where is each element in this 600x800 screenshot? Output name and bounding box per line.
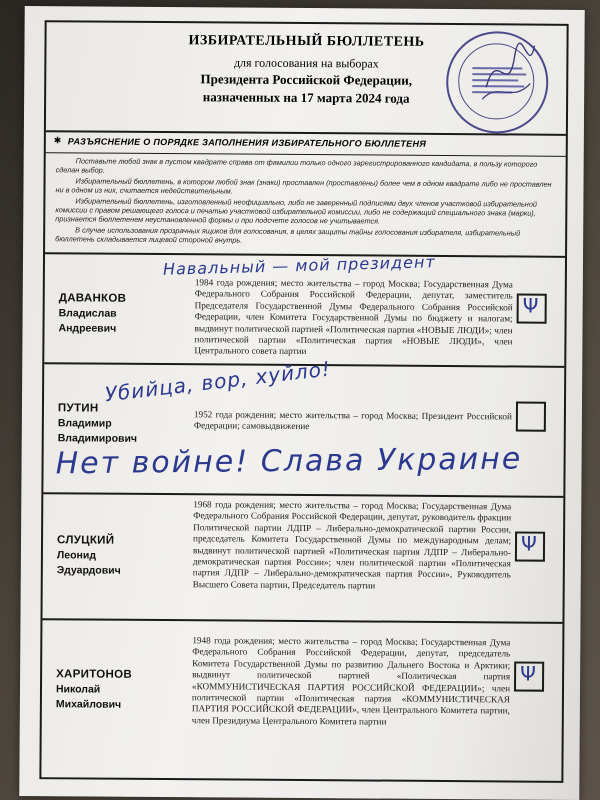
candidate-info: 1948 года рождения; место жительства – город Москва; Государственная Дума Федерального Собрания Российской Федерации, депутат, председатель Комитета Государственной Думы по развитию Дальнего Востока и Арктики; выдвинут политической партией «Политическая партия «КОММУНИСТИЧЕСКАЯ ПАРТИЯ РОССИЙСКОЙ ФЕДЕРАЦИИ»; член политической партии «Политическая партия «КОММУНИСТИЧЕСКАЯ ПАРТИЯ РОССИЙСКОЙ ФЕДЕРАЦИИ», член Центрального Комитета партии, член Президиума Центрального Комитета партии	[191, 635, 511, 727]
handwritten-note-bottom: Нет войне! Слава Украине	[55, 441, 523, 482]
candidate-patronymic: Эдуардович	[56, 564, 121, 577]
candidate-name	[57, 534, 121, 576]
candidate-surname: ПУТИН	[57, 402, 99, 415]
ballot-subtitle: для голосования на выборах	[233, 55, 379, 71]
instructions-section	[45, 130, 566, 258]
candidate-patronymic: Андреевич	[58, 322, 117, 335]
candidate-name	[56, 668, 132, 711]
instruction-paragraph: Поставьте любой знак в пустом квадрате справа от фамилии только одного зарегистрированного кандидата, в пользу которого сделан выбор.	[55, 156, 538, 175]
handwritten-note-middle: Убийца, вор, хуйло!	[103, 356, 333, 407]
handwritten-mark: Ψ	[520, 661, 536, 686]
instruction-paragraph: В случае использования прозрачных ящиков для голосования, в целях защиты тайны голосования избирателя, избирательный бюллетень складывается лицевой стороной внутрь.	[55, 225, 521, 245]
vote-checkbox[interactable]	[517, 293, 547, 323]
candidate-info: 1952 года рождения; место жительства – город Москва; Президент Российской Федерации; самовыдвижение	[193, 409, 512, 432]
candidate-row-kharitonov	[41, 618, 562, 781]
bullet-icon: ✱	[53, 135, 62, 146]
ballot-frame	[39, 20, 568, 783]
candidate-info: 1968 года рождения; место жительства – город Москва; Государственная Дума Федерального Собрания Российской Федерации, депутат, руководитель фракции Политической партии ЛДПР – Либерально-демократической партии России, председатель Комитета Государственной Думы по международным делам; выдвинут политической партией «Политическая партия ЛДПР – Либерально-демократическая партия России»; член политической партии «Политическая партия ЛДПР – Либерально-демократическая партия России», Руководитель Высшего Совета партии, Председатель партии	[192, 499, 512, 591]
vote-checkbox[interactable]	[516, 401, 546, 431]
ballot-election-name: Президента Российской Федерации,	[200, 71, 413, 88]
candidate-given-name: Леонид	[56, 549, 97, 562]
candidate-patronymic: Михайлович	[55, 698, 122, 711]
handwritten-mark: Ψ	[522, 293, 539, 318]
instruction-paragraph: Избирательный бюллетень, в котором любой знак (знаки) проставлен (проставлены) более чем в одном квадрате либо не проставлен ни в одном из них, считается недействительным.	[55, 176, 552, 196]
instructions-heading: РАЗЪЯСНЕНИЕ О ПОРЯДКЕ ЗАПОЛНЕНИЯ ИЗБИРАТЕЛЬНОГО БЮЛЛЕТЕНЯ	[67, 136, 427, 149]
vote-checkbox[interactable]	[514, 661, 544, 691]
candidate-row-putin	[43, 356, 564, 498]
candidate-given-name: Николай	[55, 683, 101, 696]
candidate-info: 1984 года рождения; место жительства – город Москва; Государственная Дума Федерального Собрания Российской Федерации, депутат, заместитель Председателя Государственной Думы Федерального Собрания Российской Федерации, член Комитета Государственной Думы по бюджету и налогам; выдвинут политической партией «Политическая партия «НОВЫЕ ЛЮДИ»; член политической партии «Политическая партия «НОВЫЕ ЛЮДИ», член Центрального совета партии	[194, 277, 513, 357]
candidate-surname: СЛУЦКИЙ	[56, 534, 115, 547]
candidate-name	[58, 402, 138, 445]
candidate-patronymic: Владимирович	[57, 432, 138, 445]
ballot-paper	[19, 6, 585, 800]
ballot-election-date: назначенных на 17 марта 2024 года	[202, 89, 410, 106]
candidate-given-name: Владислав	[58, 307, 117, 320]
candidate-given-name: Владимир	[57, 417, 112, 430]
candidate-surname: ХАРИТОНОВ	[56, 668, 132, 681]
ballot-title: ИЗБИРАТЕЛЬНЫЙ БЮЛЛЕТЕНЬ	[188, 33, 425, 50]
instruction-paragraph: Избирательный бюллетень, изготовленный неофициально, либо не заверенный подписями двух членов участковой избирательной комиссии с правом решающего голоса и печатью участковой избирательной комиссии, либо не содержащий специального знака (марки), признается бюллетенем неустановленной формы и при подсчете голосов не учитывается.	[55, 196, 537, 226]
commission-stamp	[446, 31, 549, 134]
candidate-row-davankov	[44, 250, 565, 368]
ballot-header	[46, 22, 567, 134]
candidate-row-slutsky	[42, 492, 563, 624]
handwritten-mark: Ψ	[520, 531, 537, 556]
signature-scribble	[478, 37, 538, 107]
candidate-name	[58, 292, 126, 334]
handwritten-note-top: Навальный — мой президент	[162, 252, 436, 279]
vote-checkbox[interactable]	[515, 531, 545, 561]
candidate-surname: ДАВАНКОВ	[58, 292, 127, 305]
